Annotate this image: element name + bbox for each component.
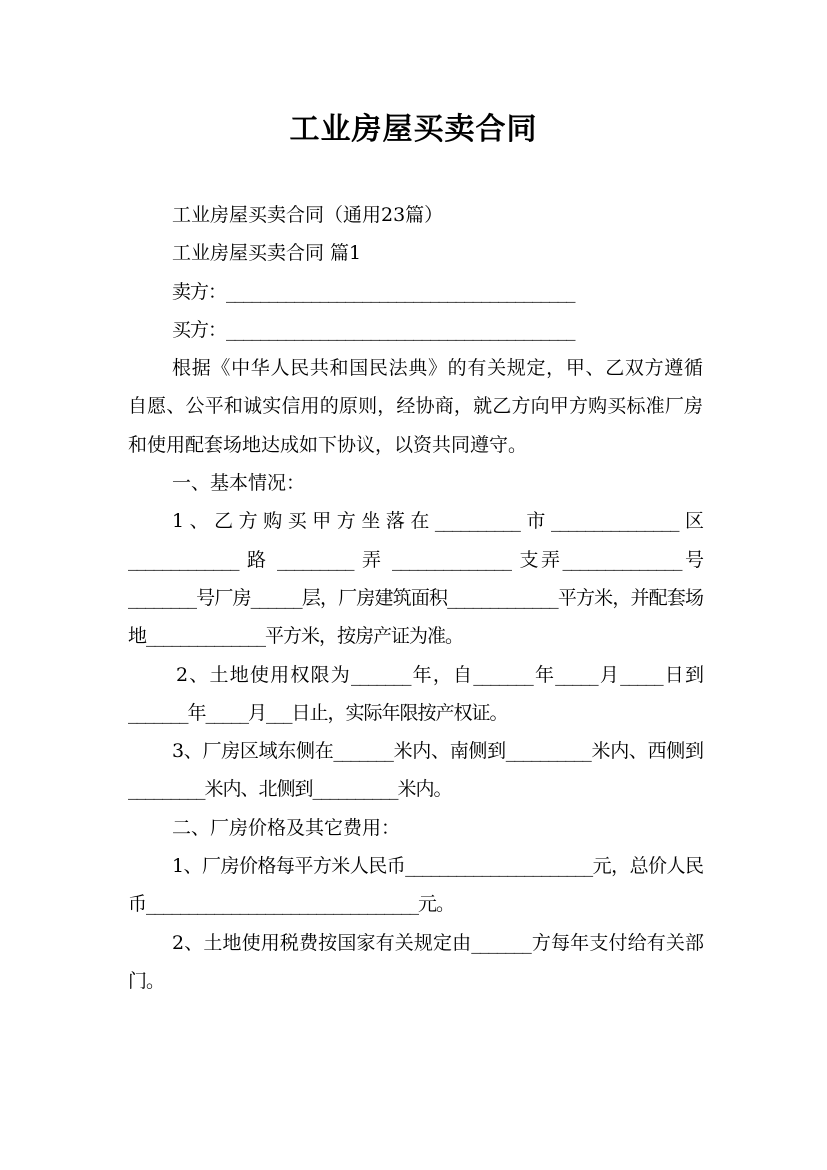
seller-line: 卖方：_________________________________________: [172, 280, 575, 303]
clause-heading-basic: 一、基本情况：: [172, 472, 306, 495]
clause-boundaries: 3、厂房区域东侧在_______米内、南侧到__________米内、西侧到_________米内、北侧到__________米内。: [128, 740, 703, 801]
clause-heading-price: 二、厂房价格及其它费用：: [172, 816, 401, 839]
buyer-line: 买方：_________________________________________: [172, 318, 575, 341]
clause-price: 1、厂房价格每平方米人民币______________________元，总价人民币________________________________元。: [128, 855, 703, 916]
clause-location: 1、乙方购买甲方坐落在__________市_______________区 _____________ 路 _________ 弄 ______________ 支弄______________号________号厂房______层，厂房建筑面积_____________平方米，并配套场地______________平方米，按房产证为准。: [128, 510, 703, 648]
document-title: 工业房屋买卖合同: [289, 112, 538, 147]
clause-land-tax: 2、土地使用税费按国家有关规定由_______方每年支付给有关部门。: [128, 931, 703, 992]
preamble-paragraph: 根据《中华人民共和国民法典》的有关规定，甲、乙双方遵循自愿、公平和诚实信用的原则，经协商，就乙方向甲方购买标准厂房和使用配套场地达成如下协议，以资共同遵守。: [128, 357, 703, 456]
document-body: [128, 196, 703, 1000]
clause-land-term: 2、土地使用权限为_______年，自_______年_____月_____日到_______年_____月___日止，实际年限按产权证。: [128, 663, 703, 724]
subtitle: 工业房屋买卖合同（通用23篇）: [172, 204, 444, 226]
section-heading: 工业房屋买卖合同 篇1: [172, 242, 362, 265]
